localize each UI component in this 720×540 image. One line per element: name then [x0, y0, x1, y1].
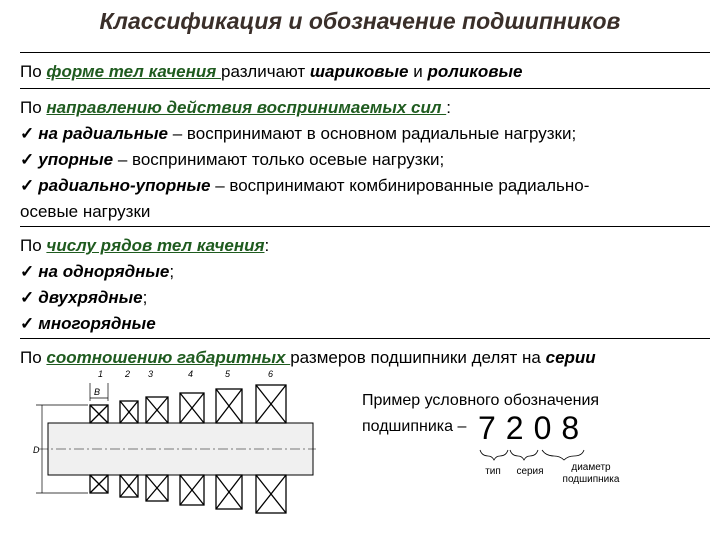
term-row-count: числу рядов тел качения: [46, 236, 265, 255]
rows-heading: [20, 233, 710, 259]
item-name: на однорядные: [38, 262, 170, 281]
item-name: радиально-упорные: [38, 176, 211, 195]
item-name: многорядные: [38, 314, 156, 333]
term-load-direction: направлению действия воспринимаемых сил: [46, 98, 447, 117]
list-item: [20, 121, 710, 147]
term-series: серии: [545, 348, 596, 367]
check-icon: ✓: [20, 124, 35, 143]
series-number: 4: [188, 369, 194, 379]
list-item: [20, 173, 710, 199]
series-number: 3: [148, 369, 154, 379]
check-icon: ✓: [20, 150, 35, 169]
text: :: [264, 236, 270, 255]
list-item: [20, 285, 710, 311]
item-desc: – воспринимают только осевые нагрузки;: [113, 150, 445, 169]
text: различают: [220, 62, 310, 81]
series-number: 2: [125, 369, 131, 379]
item-desc: ;: [142, 288, 148, 307]
note-diameter: [556, 462, 626, 486]
label-outer-diameter: D: [33, 445, 40, 455]
text: и: [408, 62, 428, 81]
page-title: Классификация и обозначение подшипников: [99, 8, 621, 34]
item-name: двухрядные: [38, 288, 143, 307]
designation-example-title: Пример условного обозначения: [362, 392, 600, 409]
series-number: 5: [225, 369, 231, 379]
section-load-direction: [20, 88, 710, 225]
check-icon: ✓: [20, 176, 35, 195]
text: размеров подшипники делят на: [290, 348, 546, 367]
shape-line: [20, 59, 710, 85]
item-desc: – воспринимают в основном радиальные нагрузки;: [168, 124, 577, 143]
designation-code: 7208: [478, 410, 590, 446]
term-rolling-shape: форме тел качения: [46, 62, 221, 81]
note-type: тип: [485, 466, 501, 477]
series-number: 1: [98, 369, 104, 379]
type-ball: шариковые: [309, 62, 409, 81]
designation-brackets: [478, 448, 588, 462]
item-name: упорные: [38, 150, 114, 169]
note-diameter-line1: диаметр: [571, 462, 611, 473]
item-desc: – воспринимают комбинированные радиально-: [210, 176, 590, 195]
text: :: [446, 98, 451, 117]
list-item: [20, 311, 710, 337]
note-series: серия: [516, 466, 544, 477]
item-name: на радиальные: [38, 124, 168, 143]
text: По: [20, 62, 47, 81]
note-diameter-line2: подшипника: [562, 474, 620, 485]
label-b: B: [94, 387, 101, 397]
load-heading: [20, 95, 710, 121]
section-row-count: [20, 226, 710, 337]
designation-label: подшипника –: [362, 418, 467, 435]
check-icon: ✓: [20, 262, 35, 281]
list-item-continuation: осевые нагрузки: [20, 202, 151, 221]
check-icon: ✓: [20, 314, 35, 333]
check-icon: ✓: [20, 288, 35, 307]
bearing-series-diagram: [28, 365, 318, 515]
series-number: 6: [268, 369, 274, 379]
text: По: [20, 348, 47, 367]
type-roller: роликовые: [427, 62, 523, 81]
section-rolling-element-shape: [20, 52, 710, 85]
text: По: [20, 98, 47, 117]
text: По: [20, 236, 47, 255]
list-item: [20, 259, 710, 285]
item-desc: ;: [169, 262, 175, 281]
term-dimension-ratio: соотношению габаритных: [46, 348, 291, 367]
list-item: [20, 147, 710, 173]
